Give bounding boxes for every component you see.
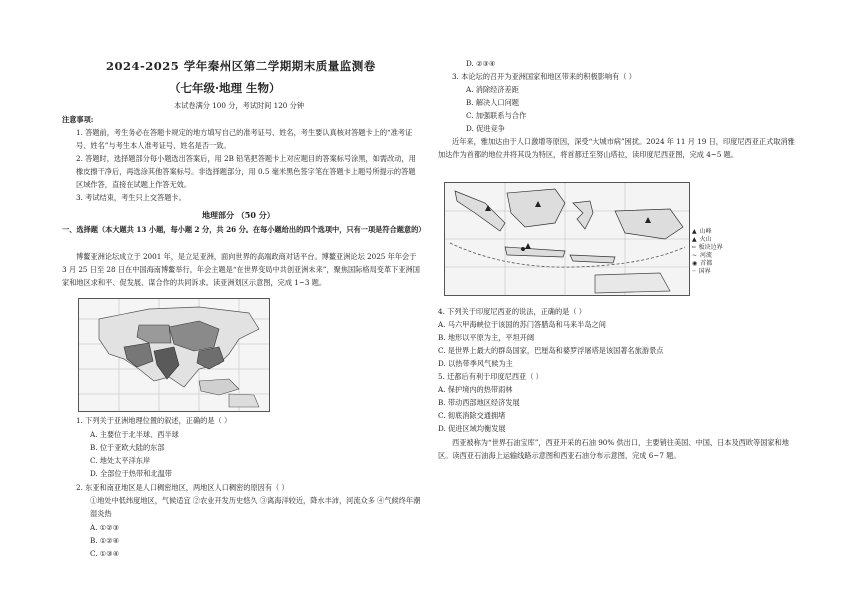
q5-option-c: C. 彻底消除交通拥堵 [438, 411, 506, 420]
q5-option-b: B. 带动西部地区经济发展 [438, 398, 520, 407]
notice-item-2: 2. 答题时，选择题部分每小题选出答案后，用 2B 铅笔把答题卡上对应题目的答案标号涂黑，如需改动，用橡皮擦干净后，再选涂其他答案标号。非选择题部分，用 0.5 毫米黑色签字笔在答题卡上题号所提示的答题区域作答，直接在试题上作答无效。 [76, 154, 416, 189]
q3-option-b: B. 解决人口问题 [466, 98, 519, 107]
q1-option-a: A. 主要位于北半球、西半球 [90, 430, 179, 439]
q2-option-b: B. ①②④ [90, 536, 120, 545]
section-title: 地理部分 （50 分） [202, 210, 275, 220]
q3-stem: 3. 本论坛的召开为亚洲国家和地区带来的积极影响有（ ） [452, 72, 636, 81]
exam-meta: 本试卷满分 100 分，考试时间 120 分钟 [174, 101, 305, 110]
q5-option-a: A. 保护境内的热带雨林 [438, 385, 513, 394]
q2-statements: ①地处中低纬度地区，气候适宜 ②农业开发历史悠久 ③离海洋较近，降水丰沛，河流众多 ④气候终年潮湿炎热 [90, 496, 421, 518]
q1-option-c: C. 地处太平洋东岸 [90, 456, 151, 465]
q3-option-a: A. 消除经济差距 [466, 85, 519, 94]
q1-option-b: B. 位于亚欧大陆的东部 [90, 443, 165, 452]
volcano-icon: ▲ [692, 236, 697, 243]
border-icon: ┈ [692, 268, 696, 275]
q3-option-d: D. 促进竞争 [466, 124, 505, 133]
indonesia-map-graphic [445, 183, 689, 295]
legend-capital: ◉ 首都 [692, 260, 713, 267]
notice-item-1: 1. 答题前，考生务必在答题卡规定的地方填写自己的准考证号、姓名，考生要认真核对答题卡上的“准考证号、姓名”与考生本人准考证号、姓名是否一致。 [76, 128, 413, 150]
legend-border: ┈ 国界 [692, 268, 711, 275]
asia-region-map [78, 298, 270, 412]
q4-stem: 4. 下列关于印度尼西亚的说法，正确的是（ ） [438, 307, 586, 316]
passage-2: 近年来，雅加达由于人口激增等原因，深受“大城市病”困扰。2024 年 11 月 19 日，印度尼西亚正式取消雅加达作为首都的地位并将其设为特区，将首都迁至努山塔拉，读印度尼西亚图，完成 4~5 题。 [438, 137, 795, 159]
q1-stem: 1. 下列关于亚洲地理位置的叙述，正确的是（ ） [76, 416, 232, 425]
asia-map-graphic [79, 299, 269, 411]
plate-boundary-icon: ┅ [692, 244, 696, 251]
q2-option-d: D. ②③④ [466, 59, 496, 68]
notice-heading: 注意事项: [62, 115, 94, 124]
q1-option-d: D. 全部位于热带和北温带 [90, 469, 172, 478]
indonesia-map [444, 182, 690, 296]
mountain-icon: ▲ [692, 228, 697, 235]
legend-plate-boundary: ┅ 板块边界 [692, 244, 723, 251]
legend-mountain: ▲ 山峰 [692, 228, 712, 235]
q4-option-c: C. 是世界上最大的群岛国家，巴厘岛和婆罗浮屠塔是该国著名旅游景点 [438, 346, 664, 355]
capital-icon: ◉ [692, 260, 698, 267]
exam-title: 2024-2025 学年秦州区第二学期期末质量监测卷 [106, 59, 376, 73]
q4-option-b: B. 地形以平原为主，平坦开阔 [438, 333, 535, 342]
part1-heading: 一、选择题（本大题共 13 小题，每小题 2 分，共 26 分。在每小题给出的四个选项中，只有一项是符合题意的） [62, 225, 426, 234]
q3-option-c: C. 加强联系与合作 [466, 111, 527, 120]
notice-item-3: 3. 考试结束，考生只上交答题卡。 [76, 193, 186, 202]
river-icon: ∼ [692, 252, 698, 259]
q4-option-a: A. 马六甲海峡位于该国的苏门答腊岛和马来半岛之间 [438, 320, 606, 329]
q4-option-d: D. 以热带季风气候为主 [438, 359, 513, 368]
legend-volcano: ▲ 火山 [692, 236, 712, 243]
passage-1: 博鳌亚洲论坛成立于 2001 年，是立足亚洲，面向世界的高端政商对话平台。博鳌亚洲论坛 2025 年年会于 3 月 25 日至 28 日在中国海南博鳌举行，年会主题是“在世界变局中共创亚洲未来”，聚焦国际格局变革下亚洲国家和地区求和平、促发展、谋合作的共同诉求。读亚洲划区示意图，完成 1~3 题。 [62, 252, 420, 287]
q2-option-c: C. ①③④ [90, 549, 120, 558]
passage-3: 西亚被称为“世界石油宝库”，西亚开采的石油 90% 供出口，主要销往美国、中国、日本及西欧等国家和地区。读西亚石油海上运输线路示意图和西亚石油分布示意图，完成 6~7 题。 [438, 438, 789, 460]
q2-stem: 2. 东亚和南亚地区是人口稠密地区，两地区人口稠密的原因有（ ） [76, 483, 289, 492]
q2-option-a: A. ①②③ [90, 523, 120, 532]
map-legend [692, 228, 736, 276]
q5-option-d: D. 促进区域均衡发展 [438, 424, 506, 433]
exam-subtitle: （七年级·地理 生物） [169, 81, 281, 95]
q5-stem: 5. 迁都后有利于印度尼西亚（ ） [438, 372, 543, 381]
legend-river: ∼ 河流 [692, 252, 713, 259]
